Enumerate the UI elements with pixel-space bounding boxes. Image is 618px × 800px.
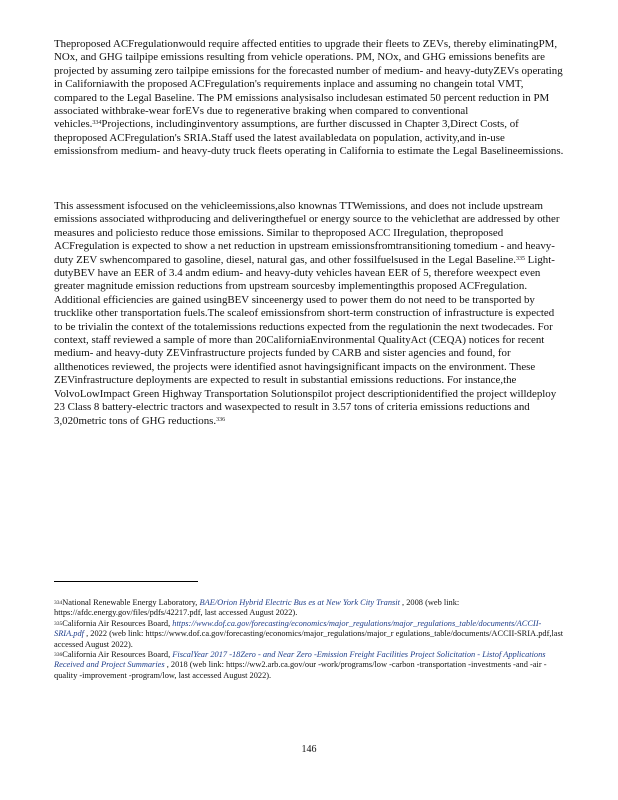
footnote-link[interactable]: BAE/Orion Hybrid Electric Bus es at New York City Transit bbox=[199, 598, 400, 607]
body-paragraph-1 bbox=[54, 38, 564, 159]
footnote-text: California Air Resources Board, bbox=[62, 618, 173, 628]
footnote-number: 334 bbox=[54, 600, 63, 606]
footnote-ref-335[interactable]: 335 bbox=[515, 255, 525, 262]
footnote-334 bbox=[54, 598, 564, 619]
footnote-link[interactable]: FiscalYear 2017 -18Zero - and Near Zero -Emission Freight Facilities Project Solicitation - Listof Applications Received and Project Summaries bbox=[54, 650, 546, 670]
footnote-ref-336[interactable]: 336 bbox=[216, 416, 226, 423]
paragraph-1-text-b: Projections, includinginventory assumptions, are further discussed in Chapter 3,Direct Costs, of theproposed ACFregulation's SRIA.Staff used the latest availabledata on population, activity,and in-use emissionsfrom medium- and heavy-duty truck fleets operating in California to estimate the Legal Baselineemissions. bbox=[54, 118, 564, 158]
footnote-text: , 2008 (web link: https://afdc.energy.gov/files/pdfs/42217.pdf, last accessed August 2022). bbox=[54, 598, 460, 618]
footnote-text: California Air Resources Board, bbox=[62, 650, 173, 660]
paragraph-2-text-b: Light-dutyBEV have an EER of 3.4 andm edium- and heavy-duty vehicles havean EER of 5, therefore weexpect even greater magnitude emission reductions from upstream sourcesby implementingthis proposed ACFregulation. Additional efficiencies are gained usingBEV sinceenergy used to power them do not need to be transported by trucklike other transportation fuels.The scaleof emissionsfrom short-term construction of infrastructure is expected to be trivialin the context of the totalemissions reductions expected from the regulationin the next twodecades. For context, staff reviewed a sample of more than 20CaliforniaEnvironmental QualityAct (CEQA) notices for recent medium- and heavy-duty ZEVinfrastructure projects funded by CARB and sister agencies and found, for allthenotices reviewed, the projects were identified asnot havingsignificant impacts on the environment. These ZEVinfrastructure deployments are expected to result in substantial emissions reductions. For instance,the VolvoLowImpact Green Highway Transportation Solutionspilot project descriptionidentified the project willdeploy 23 Class 8 battery-electric tractors and wasexpected to result in 3.57 tons of criteria emissions reductions and 3,020metric tons of GHG reductions. bbox=[54, 253, 557, 427]
footnote-335 bbox=[54, 619, 564, 650]
footnote-text: National Renewable Energy Laboratory, bbox=[62, 598, 200, 607]
footnote-text: , 2018 (web link: https://ww2.arb.ca.gov/our -work/programs/low -carbon -transportation -investments -and -air -quality -improvement -program/low, last accessed August 2022). bbox=[54, 660, 547, 680]
page-number: 146 bbox=[301, 744, 317, 755]
paragraph-2-text-a: This assessment isfocused on the vehicleemissions,also knownas TTWemissions, and does not include upstream emissions associated withproducing and deliveringthefuel or energy source to the vehiclethat are addressed by other measures and policiesto reduce those emissions. Similar to theproposed ACC IIregulation, theproposed ACFregulation is expected to show a net reduction in upstream emissionsfromtransitioning tomedium - and heavy-duty ZEV swhencompared to gasoline, diesel, natural gas, and other fossilfuelsused in the Legal Baseline. bbox=[54, 200, 560, 266]
footnote-number: 335 bbox=[54, 620, 63, 627]
footnote-number: 336 bbox=[54, 652, 63, 659]
footnote-ref-334[interactable]: 334 bbox=[92, 120, 102, 127]
footnotes bbox=[54, 598, 564, 681]
paragraph-1-text-a: Theproposed ACFregulationwould require affected entities to upgrade their fleets to ZEVs, thereby eliminatingPM, NOx, and GHG tailpipe emissions resulting from vehicle operations. PM, NOx, and GHG emissions benefits are projected by assuming zero tailpipe emissions for the forecasted number of medium- and heavy-dutyZEVs operating in Californiawith the proposed ACFregulation's requirements inplace and assuming no changein total VMT, compared to the Legal Baseline. The PM emissions analysisalso includesan estimated 50 percent reduction in PM associated withbrake-wear forEVs due to regenerative braking when compared to conventional vehicles. bbox=[54, 38, 563, 131]
footnote-336 bbox=[54, 650, 564, 681]
body-paragraph-2 bbox=[54, 200, 564, 428]
footnote-separator bbox=[54, 581, 198, 582]
footnote-text: , 2022 (web link: https://www.dof.ca.gov/forecasting/economics/major_regulations/major_r egulations_table/documents/ACCII-SRIA.pdf,last accessed August 2022). bbox=[54, 629, 564, 649]
footnote-link[interactable]: https://www.dof.ca.gov/forecasting/economics/major_regulations/major_regulations_table/documents/ACCII-SRIA.pdf bbox=[54, 618, 542, 639]
